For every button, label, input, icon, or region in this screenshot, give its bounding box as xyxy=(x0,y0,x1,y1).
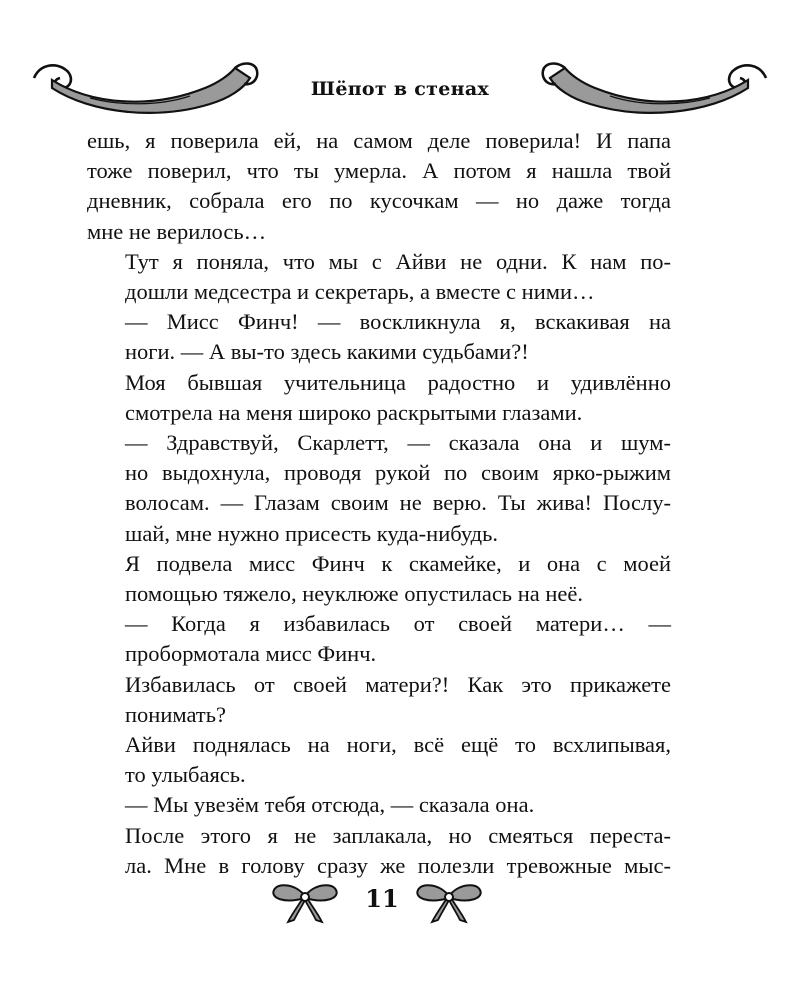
paragraph xyxy=(87,126,671,247)
text-line: После этого я не заплакала, но смеяться переста- xyxy=(125,822,671,848)
paragraph xyxy=(87,790,671,820)
text-line: волосам. — Глазам своим не верю. Ты жива! Послу- xyxy=(125,490,671,516)
bow-ornament-left-icon xyxy=(268,880,342,924)
paragraph xyxy=(87,821,671,881)
paragraph xyxy=(87,428,671,549)
text-line: мне не верилось… xyxy=(87,218,267,244)
text-line: понимать? xyxy=(125,701,226,727)
text-line: — Когда я избавилась от своей матери… — xyxy=(125,611,671,637)
text-line: — Здравствуй, Скарлетт, — сказала она и шум- xyxy=(125,430,671,456)
text-line: Я подвела мисс Финч к скамейке, и она с моей xyxy=(125,550,671,576)
text-line: дошли медсестра и секретарь, а вместе с ними… xyxy=(125,279,595,305)
bow-ornament-right-icon xyxy=(412,880,486,924)
text-line: но выдохнула, проводя рукой по своим ярко-рыжим xyxy=(125,460,671,486)
paragraph xyxy=(87,307,671,367)
text-line: Айви поднялась на ноги, всё ещё то всхлипывая, xyxy=(125,732,671,758)
text-line: — Мисс Финч! — воскликнула я, вскакивая на xyxy=(125,309,671,335)
text-line: Избавилась от своей матери?! Как это прикажете xyxy=(125,671,671,697)
page-number: 11 xyxy=(365,884,399,913)
paragraph xyxy=(87,247,671,307)
text-line: дневник, собрала его по кусочкам — но даже тогда xyxy=(87,188,671,214)
paragraph xyxy=(87,609,671,669)
paragraph xyxy=(87,670,671,730)
text-line: Тут я поняла, что мы с Айви не одни. К нам по- xyxy=(125,248,671,274)
text-line: Моя бывшая учительница радостно и удивлённо xyxy=(125,369,671,395)
text-line: то улыбаясь. xyxy=(125,762,246,788)
text-line: — Мы увезём тебя отсюда, — сказала она. xyxy=(125,792,535,818)
text-line: помощью тяжело, неуклюже опустилась на неё. xyxy=(125,581,583,607)
text-line: ла. Мне в голову сразу же полезли тревожные мыс- xyxy=(125,852,671,878)
paragraph xyxy=(87,549,671,609)
running-head: Шёпот в стенах xyxy=(310,78,490,100)
text-line: ешь, я поверила ей, на самом деле поверила! И папа xyxy=(87,128,671,153)
body-text xyxy=(87,126,671,881)
text-line: ноги. — А вы-то здесь какими судьбами?! xyxy=(125,339,529,365)
text-line: смотрела на меня широко раскрытыми глазами. xyxy=(125,399,583,425)
paragraph xyxy=(87,368,671,428)
text-line: тоже поверил, что ты умерла. А потом я нашла твой xyxy=(87,158,671,184)
paragraph xyxy=(87,730,671,790)
text-line: пробормотала мисс Финч. xyxy=(125,641,377,667)
text-line: шай, мне нужно присесть куда-нибудь. xyxy=(125,520,499,546)
